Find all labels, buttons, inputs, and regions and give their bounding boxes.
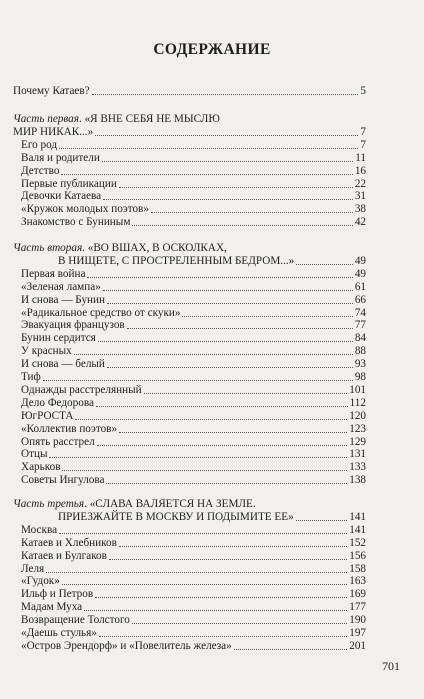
entry-title: Первые публикации (21, 177, 117, 190)
toc-entry (21, 614, 366, 627)
leader-dots (182, 307, 352, 317)
leader-dots (74, 345, 353, 355)
entry-title: ЮгРОСТА (21, 409, 74, 422)
entry-page-number: 163 (349, 575, 366, 588)
entry-page-number: 177 (349, 601, 366, 614)
entry-page-number: 158 (349, 562, 366, 575)
leader-dots (107, 294, 353, 304)
entry-page-number: 31 (354, 190, 366, 203)
leader-dots (46, 563, 347, 573)
toc-entry (21, 601, 366, 614)
leader-dots (95, 126, 358, 136)
entry-title: «Кружок молодых поэтов» (21, 203, 149, 216)
entry-title: Его род (21, 138, 58, 151)
part-heading-continued (13, 511, 366, 524)
leader-dots (98, 332, 353, 342)
entry-page-number: 42 (354, 216, 366, 229)
toc-entry (21, 588, 366, 601)
entry-title: Возвращение Толстого (21, 614, 130, 627)
part-heading (13, 113, 366, 126)
part-label-separator: . (82, 242, 88, 254)
entry-title: Отцы (21, 448, 48, 461)
leader-dots (62, 575, 347, 585)
leader-dots (103, 281, 353, 291)
part-page-number: 141 (349, 510, 366, 523)
entry-title: Знакомство с Буниным (21, 216, 131, 229)
entry-page-number: 156 (349, 549, 366, 562)
leader-dots (99, 627, 347, 637)
entry-page-number: 123 (349, 422, 366, 435)
part-heading-continued (13, 255, 366, 268)
entry-page-number: 138 (349, 474, 366, 487)
toc-entry (21, 332, 366, 345)
toc-entry (21, 281, 366, 294)
toc-entry-intro (13, 85, 366, 98)
entry-title: Тиф (21, 371, 41, 383)
leader-dots (119, 537, 347, 547)
toc-entry (21, 268, 366, 281)
entry-title: Катаев и Хлебников (21, 536, 117, 549)
entry-page-number: 131 (349, 448, 366, 461)
entry-page-number: 5 (360, 85, 366, 97)
entry-title: «Коллектив поэтов» (21, 422, 118, 435)
entry-page-number: 22 (354, 177, 366, 190)
entry-page-number: 190 (349, 614, 366, 627)
toc-entry (21, 139, 366, 152)
toc-entry (21, 307, 366, 320)
entry-title: И снова — белый (21, 358, 105, 371)
leader-dots (61, 165, 352, 175)
leader-dots (151, 203, 353, 213)
toc-entry (21, 627, 366, 640)
toc-entry (21, 563, 366, 576)
leader-dots (59, 524, 347, 534)
entry-title: Эвакуация французов (21, 319, 125, 332)
entry-page-number: 77 (354, 319, 366, 332)
leader-dots (127, 319, 353, 329)
leader-dots (106, 474, 347, 484)
leader-dots (75, 410, 347, 420)
toc-entry (21, 640, 366, 653)
entry-title: Опять расстрел (21, 435, 95, 448)
leader-dots (132, 614, 347, 624)
entry-title: Дело Федорова (21, 396, 94, 409)
entry-title: «Остров Эрендорф» и «Повелитель железа» (21, 639, 232, 652)
leader-dots (87, 268, 352, 278)
page-title: СОДЕРЖАНИЕ (153, 41, 271, 58)
entry-title: Ильф и Петров (21, 588, 94, 601)
leader-dots (107, 358, 353, 368)
entry-page-number: 38 (354, 203, 366, 216)
entry-page-number: 169 (349, 588, 366, 601)
leader-dots (119, 423, 347, 433)
toc-entry (21, 474, 366, 487)
toc-entry (21, 152, 366, 165)
toc-entry (21, 371, 366, 384)
entry-page-number: 133 (349, 461, 366, 474)
entry-page-number: 16 (354, 164, 366, 177)
entry-title: Почему Катаев? (13, 85, 90, 97)
entry-page-number: 93 (354, 358, 366, 371)
entry-title: Советы Ингулова (21, 474, 105, 487)
entry-page-number: 11 (355, 151, 366, 164)
leader-dots (49, 448, 347, 458)
leader-dots (109, 550, 347, 560)
part-label-separator: . (78, 113, 85, 125)
toc-entry (21, 448, 366, 461)
entry-title: Харьков (21, 461, 61, 474)
part-title-line: МИР НИКАК...» (13, 125, 94, 138)
entry-title: «Радикальное средство от скуки» (21, 306, 181, 319)
toc-entry (21, 216, 366, 229)
entry-title: «Даешь стулья» (21, 627, 97, 639)
entry-page-number: 197 (349, 627, 366, 639)
toc-entry (21, 319, 366, 332)
part-title-line: В НИЩЕТЕ, С ПРОСТРЕЛЕННЫМ БЕДРОМ...» (58, 254, 295, 267)
leader-dots (296, 511, 348, 521)
toc-entry (21, 203, 366, 216)
part-title-line: «ВО ВШАХ, В ОСКОЛКАХ, (87, 242, 227, 254)
leader-dots (43, 371, 353, 381)
toc-entry (21, 190, 366, 203)
part-label: Часть первая (13, 113, 79, 125)
entry-title: И снова — Бунин (21, 293, 106, 306)
part-label: Часть третья (13, 498, 85, 510)
entry-page-number: 120 (349, 409, 366, 422)
entry-page-number: 129 (349, 435, 366, 448)
part-title-line: «СЛАВА ВАЛЯЕТСЯ НА ЗЕМЛЕ. (89, 498, 256, 510)
entry-page-number: 7 (360, 138, 366, 151)
toc-entry (21, 524, 366, 537)
toc-entry (21, 345, 366, 358)
leader-dots (102, 152, 353, 162)
leader-dots (95, 588, 347, 598)
toc-entry (21, 165, 366, 178)
entry-page-number: 112 (349, 396, 366, 409)
leader-dots (132, 216, 352, 226)
part-heading (13, 498, 366, 511)
entry-page-number: 141 (349, 523, 366, 536)
leader-dots (144, 384, 348, 394)
toc-entry (21, 178, 366, 191)
entry-page-number: 152 (349, 536, 366, 549)
toc-entry (21, 575, 366, 588)
part-title-line: ПРИЕЗЖАЙТЕ В МОСКВУ И ПОДЫМИТЕ ЕЕ» (58, 510, 294, 523)
toc-entry (21, 384, 366, 397)
entry-page-number: 61 (354, 280, 366, 293)
toc-entry (21, 294, 366, 307)
part-page-number: 7 (360, 125, 366, 138)
leader-dots (97, 436, 348, 446)
entry-title: Леля (21, 562, 45, 575)
toc-entry (21, 436, 366, 449)
entry-title: Первая война (21, 267, 86, 280)
entry-page-number: 49 (354, 267, 366, 280)
part-page-number: 49 (354, 254, 366, 267)
entry-title: «Зеленая лампа» (21, 280, 101, 293)
leader-dots (62, 461, 347, 471)
entry-page-number: 98 (354, 371, 366, 383)
toc-entry (21, 358, 366, 371)
toc-entry (21, 423, 366, 436)
entry-title: Москва (21, 523, 58, 536)
entry-title: «Гудок» (21, 575, 60, 588)
part-heading-continued (13, 126, 366, 139)
leader-dots (119, 178, 353, 188)
entry-page-number: 74 (354, 306, 366, 319)
leader-dots (234, 640, 347, 650)
leader-dots (92, 85, 359, 95)
part-heading (13, 242, 366, 255)
entry-page-number: 88 (354, 345, 366, 358)
entry-title: У красных (21, 345, 72, 358)
toc-entry (21, 410, 366, 423)
entry-title: Валя и родители (21, 151, 100, 164)
entry-title: Девочки Катаева (21, 190, 102, 203)
toc-entry (21, 397, 366, 410)
toc-entry (21, 537, 366, 550)
entry-title: Однажды расстрелянный (21, 383, 142, 396)
entry-title: Бунин сердится (21, 332, 96, 345)
entry-title: Детство (21, 164, 60, 177)
toc-entry (21, 461, 366, 474)
entry-page-number: 201 (349, 639, 366, 652)
leader-dots (103, 190, 353, 200)
part-label-separator: . (84, 498, 90, 510)
entry-page-number: 84 (354, 332, 366, 345)
part-title-line: «Я ВНЕ СЕБЯ НЕ МЫСЛЮ (84, 113, 220, 125)
toc-entry (21, 550, 366, 563)
part-label: Часть вторая (13, 242, 83, 254)
leader-dots (96, 397, 348, 407)
leader-dots (296, 255, 353, 265)
leader-dots (84, 601, 347, 611)
entry-title: Катаев и Булгаков (21, 549, 107, 562)
page-number: 701 (382, 659, 400, 673)
entry-title: Мадам Муха (21, 601, 83, 614)
leader-dots (59, 139, 358, 149)
entry-page-number: 66 (354, 293, 366, 306)
entry-page-number: 101 (349, 383, 366, 396)
